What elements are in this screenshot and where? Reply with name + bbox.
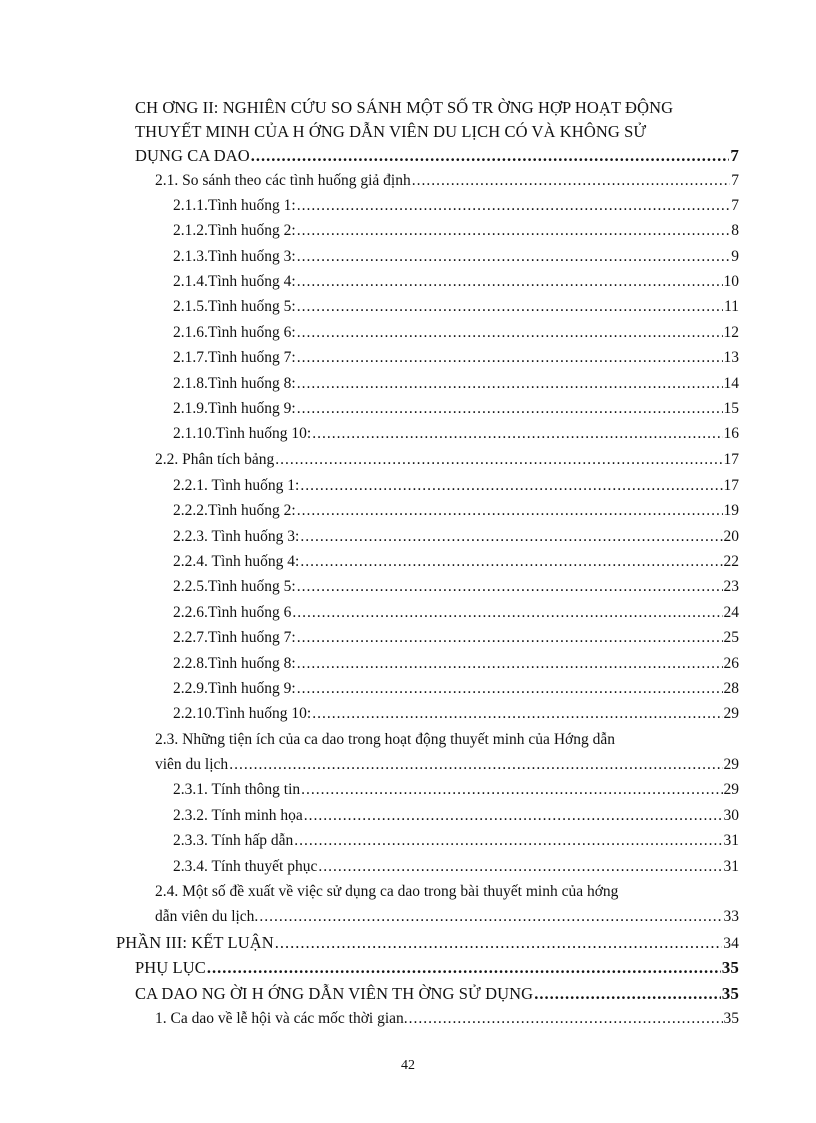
dot-leader bbox=[294, 831, 722, 851]
toc-entry-2-3-4[interactable] bbox=[173, 857, 739, 877]
toc-entry-part-3[interactable] bbox=[116, 933, 739, 954]
toc-label: 2.1.3.Tình huống 3: bbox=[173, 248, 296, 265]
toc-page-number: 31 bbox=[723, 858, 739, 875]
toc-label: 2.1.10.Tình huống 10: bbox=[173, 425, 312, 442]
toc-entry-section-2-3[interactable] bbox=[155, 755, 739, 775]
dot-leader bbox=[409, 1009, 723, 1029]
toc-page-number: 30 bbox=[723, 807, 739, 824]
dot-leader bbox=[301, 780, 722, 800]
dot-leader bbox=[412, 171, 731, 191]
toc-page-number: 8 bbox=[731, 222, 739, 239]
toc-entry-2-3-3[interactable] bbox=[173, 831, 739, 851]
toc-label: 2.1.5.Tình huống 5: bbox=[173, 298, 296, 315]
toc-label: 2.2.7.Tình huống 7: bbox=[173, 629, 296, 646]
toc-entry-section-2-1[interactable] bbox=[155, 171, 739, 191]
toc-entry-appendix-item-1[interactable] bbox=[155, 1009, 739, 1029]
toc-entry-2-2-6[interactable] bbox=[173, 603, 739, 623]
toc-label: 2.1.2.Tình huống 2: bbox=[173, 222, 296, 239]
toc-label: 2.1.1.Tình huống 1: bbox=[173, 197, 296, 214]
toc-entry-2-2-2[interactable] bbox=[173, 501, 739, 521]
toc-entry-2-2-3[interactable] bbox=[173, 527, 739, 547]
toc-page-number: 7 bbox=[731, 197, 739, 214]
toc-entry-2-3-2[interactable] bbox=[173, 806, 739, 826]
dot-leader bbox=[297, 628, 723, 648]
toc-entry-2-3-1[interactable] bbox=[173, 780, 739, 800]
toc-page-number: 17 bbox=[723, 477, 739, 494]
toc-entry-2-2-10[interactable] bbox=[173, 704, 739, 724]
dot-leader bbox=[297, 247, 731, 267]
toc-page-number: 7 bbox=[731, 172, 739, 189]
toc-label: 2.2. Phân tích bảng bbox=[155, 451, 275, 468]
toc-page-number: 16 bbox=[723, 425, 739, 442]
dot-leader bbox=[318, 857, 722, 877]
dot-leader bbox=[297, 374, 723, 394]
toc-label: 2.2.2.Tình huống 2: bbox=[173, 502, 296, 519]
toc-label: 2.3.3. Tính hấp dẫn bbox=[173, 832, 294, 849]
toc-page-number: 11 bbox=[724, 298, 739, 315]
toc-section-2-3-line1: 2.3. Những tiện ích của ca dao trong hoạt động thuyết minh của Hớng dẫn bbox=[155, 731, 615, 748]
chapter-2-title-line2: THUYẾT MINH CỦA H ỚNG DẪN VIÊN DU LỊCH CÓ VÀ KHÔNG SỬ bbox=[135, 122, 647, 141]
toc-page-number: 28 bbox=[723, 680, 739, 697]
dot-leader bbox=[297, 399, 723, 419]
toc-page-number: 23 bbox=[723, 578, 739, 595]
dot-leader bbox=[297, 679, 723, 699]
toc-page-number: 12 bbox=[723, 324, 739, 341]
dot-leader bbox=[207, 958, 721, 978]
toc-label: 2.2.10.Tình huống 10: bbox=[173, 705, 312, 722]
toc-entry-2-1-7[interactable] bbox=[173, 348, 739, 368]
toc-entry-2-1-2[interactable] bbox=[173, 221, 739, 241]
toc-entry-2-2-4[interactable] bbox=[173, 552, 739, 572]
dot-leader bbox=[297, 501, 723, 521]
toc-entry-appendix-sub[interactable] bbox=[135, 984, 739, 1004]
toc-entry-2-2-9[interactable] bbox=[173, 679, 739, 699]
toc-entry-2-1-4[interactable] bbox=[173, 272, 739, 292]
toc-entry-appendix[interactable] bbox=[135, 958, 739, 978]
dot-leader bbox=[297, 348, 723, 368]
toc-label: 2.1. So sánh theo các tình huống giả định bbox=[155, 172, 411, 189]
toc-entry-2-1-6[interactable] bbox=[173, 323, 739, 343]
toc-label: 2.2.4. Tình huống 4: bbox=[173, 553, 300, 570]
toc-label: 2.2.9.Tình huống 9: bbox=[173, 680, 296, 697]
toc-page-number: 35 bbox=[721, 984, 739, 1003]
toc-label: 2.2.1. Tình huống 1: bbox=[173, 477, 300, 494]
toc-page-number: 25 bbox=[723, 629, 739, 646]
toc-page-number: 29 bbox=[723, 756, 739, 773]
toc-label: 2.3.4. Tính thuyết phục bbox=[173, 858, 318, 875]
toc-page-number: 15 bbox=[723, 400, 739, 417]
dot-leader bbox=[297, 297, 723, 317]
toc-label: 2.1.4.Tình huống 4: bbox=[173, 273, 296, 290]
dot-leader bbox=[297, 221, 731, 241]
toc-page-number: 29 bbox=[723, 781, 739, 798]
dot-leader bbox=[275, 933, 723, 953]
toc-label: 2.1.9.Tình huống 9: bbox=[173, 400, 296, 417]
toc-page-number: 24 bbox=[723, 604, 739, 621]
toc-page-number: 9 bbox=[731, 248, 739, 265]
dot-leader bbox=[300, 527, 722, 547]
toc-label: 1. Ca dao về lễ hội và các mốc thời gian. bbox=[155, 1010, 408, 1027]
toc-section-2-4-line1: 2.4. Một số đề xuất về việc sử dụng ca dao trong bài thuyết minh của hớng bbox=[155, 883, 619, 900]
dot-leader bbox=[312, 704, 722, 724]
toc-entry-2-1-8[interactable] bbox=[173, 374, 739, 394]
dot-leader bbox=[259, 907, 722, 927]
toc-page-number: 34 bbox=[723, 935, 739, 952]
toc-label: 2.2.5.Tình huống 5: bbox=[173, 578, 296, 595]
toc-label: PHẦN III: KẾT LUẬN bbox=[116, 933, 274, 952]
toc-entry-section-2-2[interactable] bbox=[155, 450, 739, 470]
toc-entry-2-1-5[interactable] bbox=[173, 297, 739, 317]
toc-label: 2.2.8.Tình huống 8: bbox=[173, 655, 296, 672]
toc-entry-2-2-1[interactable] bbox=[173, 476, 739, 496]
dot-leader bbox=[297, 323, 723, 343]
toc-page-number: 33 bbox=[723, 908, 739, 925]
dot-leader bbox=[312, 424, 722, 444]
toc-entry-chapter-2[interactable] bbox=[135, 146, 739, 166]
toc-page-number: 35 bbox=[721, 958, 739, 977]
toc-label: PHỤ LỤC bbox=[135, 958, 206, 977]
toc-page-number: 20 bbox=[723, 528, 739, 545]
toc-page-number: 13 bbox=[723, 349, 739, 366]
toc-page-number: 31 bbox=[723, 832, 739, 849]
dot-leader bbox=[534, 984, 721, 1004]
toc-label: CA DAO NG ỜI H ỚNG DẪN VIÊN TH ỜNG SỬ DỤNG bbox=[135, 984, 534, 1003]
toc-entry-2-1-3[interactable] bbox=[173, 247, 739, 267]
toc-label: 2.1.7.Tình huống 7: bbox=[173, 349, 296, 366]
toc-page-number: 17 bbox=[723, 451, 739, 468]
toc-page-number: 10 bbox=[723, 273, 739, 290]
dot-leader bbox=[251, 146, 730, 166]
toc-entry-2-1-9[interactable] bbox=[173, 399, 739, 419]
dot-leader bbox=[297, 577, 723, 597]
toc-entry-section-2-4[interactable] bbox=[155, 907, 739, 927]
toc-label: 2.3.1. Tính thông tin bbox=[173, 781, 301, 798]
chapter-2-title-line1: CH ƠNG II: NGHIÊN CỨU SO SÁNH MỘT SỐ TR ỜNG HỢP HOẠT ĐỘNG bbox=[135, 98, 674, 117]
toc-label: viên du lịch bbox=[155, 756, 229, 773]
toc-page-number: 7 bbox=[730, 146, 739, 165]
toc-label: dẫn viên du lịch. bbox=[155, 908, 259, 925]
dot-leader bbox=[297, 654, 723, 674]
toc-entry-2-2-8[interactable] bbox=[173, 654, 739, 674]
toc-entry-2-2-7[interactable] bbox=[173, 628, 739, 648]
toc-page-number: 22 bbox=[723, 553, 739, 570]
toc-label: 2.1.6.Tình huống 6: bbox=[173, 324, 296, 341]
toc-page-number: 35 bbox=[723, 1010, 739, 1027]
dot-leader bbox=[304, 806, 723, 826]
dot-leader bbox=[229, 755, 722, 775]
toc-page-number: 19 bbox=[723, 502, 739, 519]
toc-label: DỤNG CA DAO bbox=[135, 146, 250, 165]
dot-leader bbox=[292, 603, 722, 623]
toc-label: 2.2.6.Tình huống 6 bbox=[173, 604, 292, 621]
dot-leader bbox=[275, 450, 722, 470]
toc-page-number: 26 bbox=[723, 655, 739, 672]
toc-entry-2-1-10[interactable] bbox=[173, 424, 739, 444]
toc-entry-2-1-1[interactable] bbox=[173, 196, 739, 216]
page-number: 42 bbox=[401, 1058, 415, 1073]
toc-label: 2.1.8.Tình huống 8: bbox=[173, 375, 296, 392]
toc-page-number: 29 bbox=[723, 705, 739, 722]
toc-entry-2-2-5[interactable] bbox=[173, 577, 739, 597]
dot-leader bbox=[297, 272, 723, 292]
toc-label: 2.2.3. Tình huống 3: bbox=[173, 528, 300, 545]
dot-leader bbox=[300, 476, 722, 496]
dot-leader bbox=[300, 552, 722, 572]
toc-page-number: 14 bbox=[723, 375, 739, 392]
toc-label: 2.3.2. Tính minh họa bbox=[173, 807, 303, 824]
dot-leader bbox=[297, 196, 731, 216]
